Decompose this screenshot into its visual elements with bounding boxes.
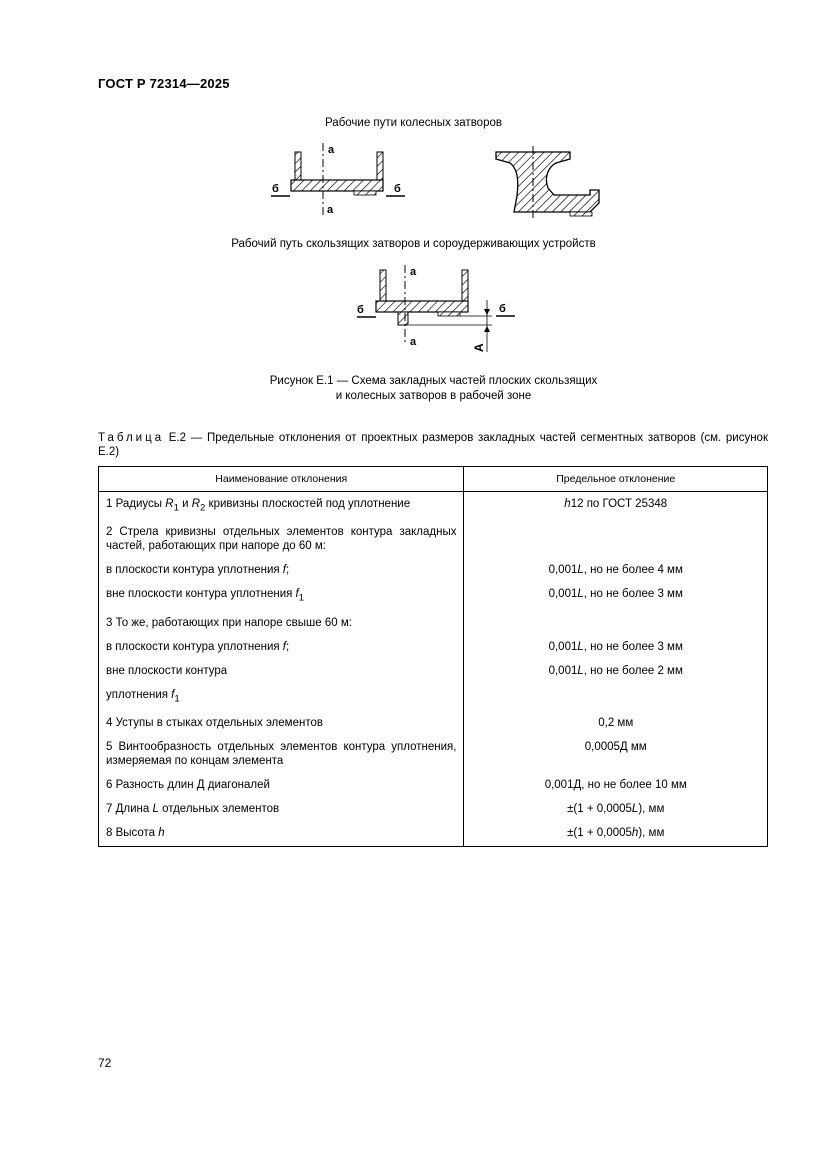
- row-value: 0,001L, но не более 3 мм: [464, 635, 768, 659]
- label-b-right: б: [394, 183, 401, 195]
- table-row: [99, 520, 768, 558]
- table-row: [99, 711, 768, 735]
- row-value: [464, 683, 768, 711]
- figure-caption-line-2: и колесных затворов в рабочей зоне: [335, 390, 532, 402]
- row-name: 2 Стрела кривизны отдельных элементов контура закладных частей, работающих при напоре до 60 м:: [99, 520, 464, 558]
- label-b-left: б: [272, 183, 279, 195]
- row-name: 7 Длина L отдельных элементов: [99, 797, 464, 821]
- table-row: [99, 492, 768, 521]
- table-title-word: Таблица: [98, 432, 165, 444]
- row-name: вне плоскости контура уплотнения $f_1$: [99, 582, 464, 610]
- row-name: 3 То же, работающих при напоре свыше 60 м:: [99, 611, 464, 635]
- label-a-top-2: а: [410, 266, 417, 278]
- table-row: [99, 821, 768, 847]
- table-row: [99, 773, 768, 797]
- label-a-bottom-2: а: [410, 336, 417, 348]
- figure-caption-wheeled-gates: Рабочие пути колесных затворов: [325, 117, 502, 129]
- document-code: ГОСТ Р 72314—2025: [98, 76, 230, 91]
- deviation-table: [98, 466, 768, 847]
- table-row: [99, 683, 768, 711]
- table-row: [99, 797, 768, 821]
- row-name: 5 Винтообразность отдельных элементов контура уплотнения, измеряемая по концам элемента: [99, 735, 464, 773]
- row-name: вне плоскости контура: [99, 659, 464, 683]
- row-value: [464, 611, 768, 635]
- table-header-row: [99, 467, 768, 492]
- table-row: [99, 611, 768, 635]
- figure-sliding-gate-track: [0, 262, 827, 362]
- label-b-right-2: б: [499, 303, 506, 315]
- channel-section-left: [271, 143, 405, 216]
- row-name: в плоскости контура уплотнения f;: [99, 558, 464, 582]
- row-name: уплотнения $f_1$: [99, 683, 464, 711]
- table-row: [99, 735, 768, 773]
- row-value: 0,2 мм: [464, 711, 768, 735]
- label-a-bottom: а: [327, 204, 334, 216]
- row-value: ±(1 + 0,0005L), мм: [464, 797, 768, 821]
- row-name: 8 Высота h: [99, 821, 464, 847]
- row-name: в плоскости контура уплотнения f;: [99, 635, 464, 659]
- table-row: [99, 659, 768, 683]
- sliding-track-section: [357, 265, 515, 352]
- table-row: [99, 635, 768, 659]
- header-limit-deviation: Предельное отклонение: [464, 467, 768, 492]
- row-name: 6 Разность длин Д диагоналей: [99, 773, 464, 797]
- row-name: 4 Уступы в стыках отдельных элементов: [99, 711, 464, 735]
- page-number: 72: [98, 1056, 112, 1070]
- figure-caption: [0, 374, 827, 404]
- row-value: 0,0005Д мм: [464, 735, 768, 773]
- table-title: [98, 431, 768, 459]
- label-b-left-2: б: [357, 304, 364, 316]
- row-name: 1 Радиусы $R_1$ и $R_2$ кривизны плоскостей под уплотнение: [99, 492, 464, 521]
- row-value: 0,001Д, но не более 10 мм: [464, 773, 768, 797]
- figure-caption-sliding-gates: Рабочий путь скользящих затворов и сороудерживающих устройств: [231, 238, 596, 250]
- row-value: ±(1 + 0,0005h), мм: [464, 821, 768, 847]
- table-title-text: Е.2 — Предельные отклонения от проектных размеров закладных частей сегментных затворов (см. рисунок Е.2): [98, 432, 768, 458]
- row-value: [464, 520, 768, 558]
- table-row: [99, 582, 768, 610]
- row-value: 0,001L, но не более 4 мм: [464, 558, 768, 582]
- label-A: А: [472, 343, 486, 352]
- label-a-top: а: [328, 144, 335, 156]
- figure-wheeled-gate-tracks: [0, 140, 827, 220]
- table-row: [99, 558, 768, 582]
- header-deviation-name: Наименование отклонения: [99, 467, 464, 492]
- row-value: 0,001L, но не более 2 мм: [464, 659, 768, 683]
- row-value: h12 по ГОСТ 25348: [464, 492, 768, 521]
- row-value: 0,001L, но не более 3 мм: [464, 582, 768, 610]
- rail-profile: [496, 146, 599, 219]
- figure-caption-line-1: Рисунок Е.1 — Схема закладных частей плоских скользящих: [269, 375, 598, 387]
